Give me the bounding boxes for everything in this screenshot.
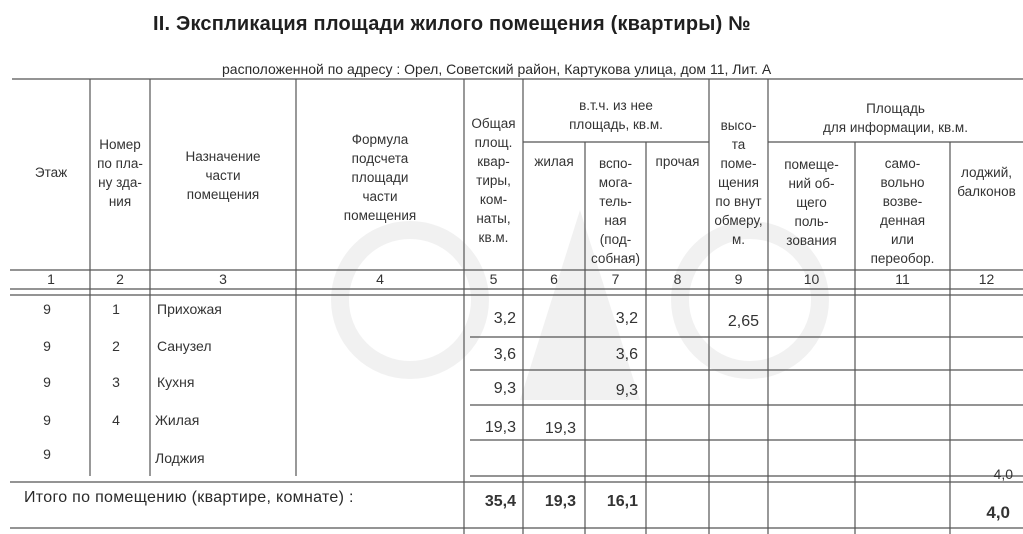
row-auxiliary-area: 3,6 <box>615 346 638 363</box>
header-info-group: Площадь для информации, кв.м. <box>823 101 968 135</box>
header-living: жилая <box>534 153 574 169</box>
column-number: 7 <box>611 271 620 287</box>
header-other: прочая <box>655 153 700 169</box>
header-plan-number: Номер по пла- ну зда- ния <box>97 136 143 209</box>
row-total-area: 3,2 <box>493 310 516 327</box>
column-number: 11 <box>895 271 910 287</box>
totals-label: Итого по помещению (квартире, комнате) : <box>24 489 354 506</box>
row-total-area: 9,3 <box>493 380 516 397</box>
header-total-area: Общая площ. квар- тиры, ком- наты, кв.м. <box>471 115 516 245</box>
row-plan-number: 2 <box>112 337 120 354</box>
column-number: 5 <box>489 271 498 287</box>
row-room-name: Жилая <box>155 412 200 428</box>
row-auxiliary-area: 9,3 <box>615 382 638 399</box>
row-room-name: Прихожая <box>157 301 222 317</box>
row-living-area: 19,3 <box>544 420 576 437</box>
row-floor: 9 <box>43 373 51 390</box>
column-number: 3 <box>219 271 227 287</box>
column-number: 4 <box>376 271 384 287</box>
header-height: высо- та поме- щения по внут обмеру, м. <box>714 117 763 247</box>
row-auxiliary-area: 3,2 <box>615 310 638 327</box>
row-floor: 9 <box>43 300 51 317</box>
row-floor: 9 <box>43 445 51 462</box>
row-total-area: 19,3 <box>484 419 516 436</box>
header-floor: Этаж <box>34 164 68 180</box>
header-self-built: само- вольно возве- денная или переобор. <box>870 156 935 266</box>
row-room-name: Лоджия <box>155 450 205 466</box>
total-area: 35,4 <box>484 493 516 510</box>
page-title: II. Экспликация площади жилого помещения (квартиры) № <box>153 13 751 35</box>
row-plan-number: 4 <box>112 411 120 428</box>
header-auxiliary: вспо- мога- тель- ная (под- собная) <box>591 156 640 266</box>
column-number: 6 <box>550 271 558 287</box>
total-living-area: 19,3 <box>544 493 576 510</box>
header-purpose: Назначение части помещения <box>185 148 261 202</box>
address-line: расположенной по адресу : Орел, Советский район, Картукова улица, дом 11, Лит. А <box>222 61 772 77</box>
header-including-group: в.т.ч. из нее площадь, кв.м. <box>569 98 663 132</box>
column-number: 10 <box>803 271 820 287</box>
row-room-name: Кухня <box>157 374 195 390</box>
header-common-area: помеще- ний об- щего поль- зования <box>784 156 839 248</box>
total-auxiliary-area: 16,1 <box>606 493 638 510</box>
column-number: 1 <box>47 271 55 287</box>
row-floor: 9 <box>43 411 51 428</box>
row-total-area: 3,6 <box>493 346 516 363</box>
header-formula: Формула подсчета площади части помещения <box>343 132 417 223</box>
row-height: 2,65 <box>727 313 759 330</box>
row-loggia-area: 4,0 <box>993 466 1013 482</box>
column-number: 8 <box>673 271 682 287</box>
header-loggia: лоджий, балконов <box>957 165 1016 199</box>
column-number: 2 <box>116 271 124 287</box>
column-number: 9 <box>734 271 743 287</box>
row-floor: 9 <box>43 337 51 354</box>
column-number: 12 <box>978 271 995 287</box>
row-plan-number: 3 <box>112 373 120 390</box>
total-loggia-area: 4,0 <box>986 503 1010 522</box>
row-room-name: Санузел <box>157 338 212 354</box>
row-plan-number: 1 <box>112 300 120 317</box>
